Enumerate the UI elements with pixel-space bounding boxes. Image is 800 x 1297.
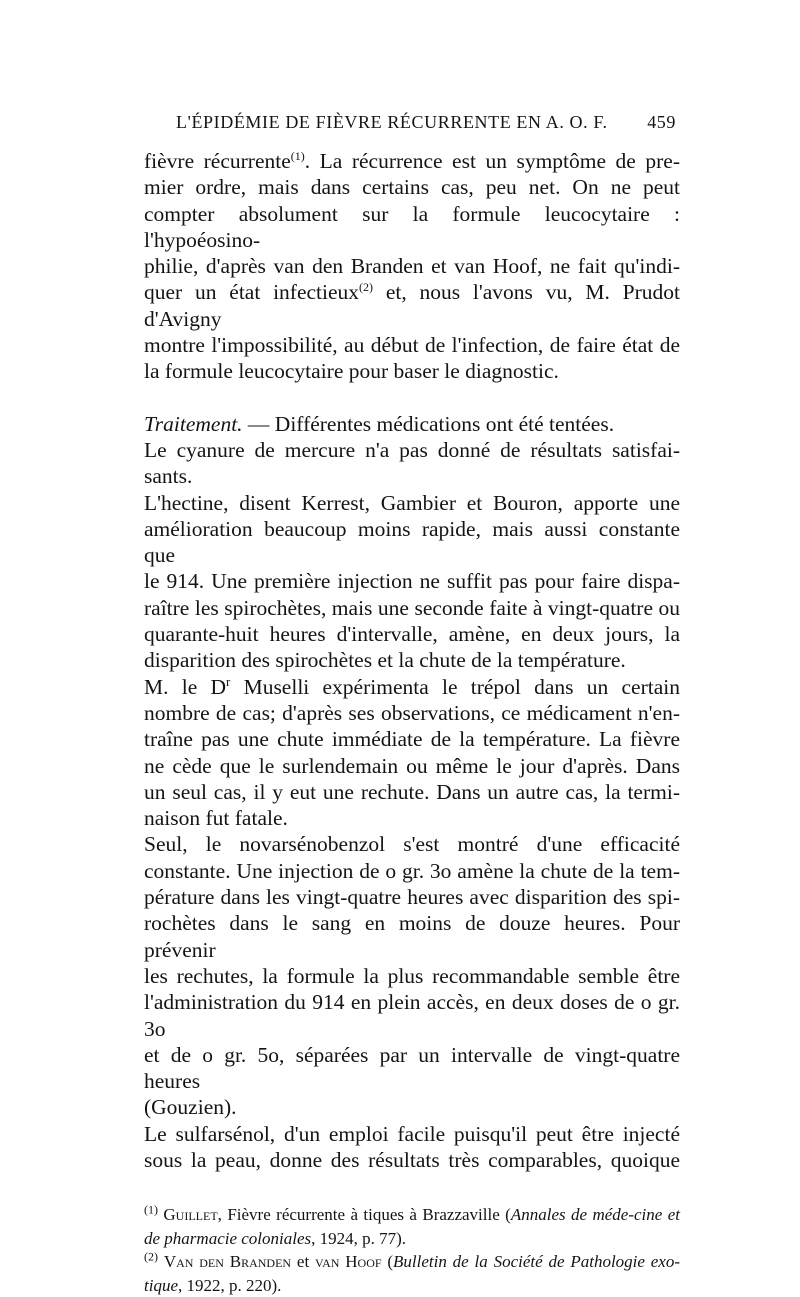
text-line: constante. Une injection de o gr. 3o amène la chute de la tem-: [144, 858, 680, 883]
footnote-1: [144, 1203, 680, 1250]
footnote-text: , 1924, p. 77).: [311, 1228, 407, 1248]
text-line: [144, 411, 680, 437]
text-line: montre l'impossibilité, au début de l'infection, de faire état de: [144, 333, 680, 358]
text-run: . La récurrence est un symptôme de pre-: [304, 149, 680, 173]
footnote-journal: Bulletin de la Société de Pathologie exo-tique: [144, 1252, 681, 1295]
running-head-title: L'ÉPIDÉMIE DE FIÈVRE RÉCURRENTE EN A. O. F.: [176, 112, 608, 132]
text-line: (Gouzien).: [144, 1095, 237, 1120]
section-gap: [144, 385, 680, 411]
paragraph-novarsenobenzol: [144, 831, 680, 1120]
text-line: sous la peau, donne des résultats très comparables, quoique: [144, 1147, 680, 1172]
text-line: ne cède que le surlendemain ou même le jour d'après. Dans: [144, 753, 680, 778]
paragraph-treatment-heading: [144, 411, 680, 437]
footnote-author: Van den Branden: [163, 1252, 292, 1272]
text-run: quer un état infectieux: [144, 280, 360, 305]
footnote-2: [144, 1250, 680, 1297]
text-line: l'administration du 914 en plein accès, en deux doses de o gr. 3o: [144, 990, 680, 1041]
text-line: [144, 674, 680, 700]
footnote-author: van Hoof: [314, 1252, 382, 1272]
paragraph-trepol: [144, 674, 680, 832]
text-line: les rechutes, la formule la plus recommandable semble être: [144, 963, 680, 988]
text-line: compter absolument sur la formule leucocytaire : l'hypoéosino-: [144, 201, 680, 252]
footnote-journal: Annales de méde-cine et de pharmacie coloniales: [144, 1205, 680, 1248]
footnote-marker: (1): [144, 1202, 158, 1217]
footnotes: [144, 1203, 680, 1297]
text-run: Muselli expérimenta le trépol dans un certain: [230, 674, 680, 699]
text-line: Seul, le novarsénobenzol s'est montré d'une efficacité: [144, 832, 680, 857]
footnote-author: Guillet: [163, 1205, 218, 1225]
text-line: [144, 279, 680, 332]
text-line: philie, d'après van den Branden et van Hoof, ne fait qu'indi-: [144, 254, 680, 279]
section-label: Traitement.: [144, 411, 243, 436]
footnote-marker: (2): [144, 1249, 158, 1264]
footnote-ref-1: (1): [290, 148, 305, 163]
running-head: [144, 112, 680, 142]
text-line: un seul cas, il y eut une rechute. Dans un autre cas, la termi-: [144, 779, 680, 804]
footnote-text: , Fièvre récurrente à tiques à Brazzaville (: [217, 1205, 511, 1225]
text-line: naison fut fatale.: [144, 806, 288, 831]
paragraph-hectine: [144, 490, 680, 674]
text-run: et, nous l'avons vu, M. Prudot d'Avigny: [144, 280, 680, 331]
footnote-text: et: [291, 1252, 315, 1272]
text-line: sants.: [144, 464, 193, 489]
text-line: [144, 148, 680, 174]
superscript: r: [226, 673, 231, 689]
text-line: Le cyanure de mercure n'a pas donné de résultats satisfai-: [144, 437, 680, 462]
text-line: le 914. Une première injection ne suffit pas pour faire dispa-: [144, 569, 680, 594]
text-line: nombre de cas; d'après ses observations, ce médicament n'en-: [144, 700, 680, 725]
paragraph-cyanure: [144, 437, 680, 490]
text-line: rochètes dans le sang en moins de douze heures. Pour prévenir: [144, 911, 680, 962]
text-run: fièvre récurrente: [144, 149, 291, 173]
text-line: quarante-huit heures d'intervalle, amène, en deux jours, la: [144, 622, 680, 647]
text-line: pérature dans les vingt-quatre heures avec disparition des spi-: [144, 885, 680, 910]
paragraph-sulfarsenol: [144, 1121, 680, 1174]
text-line: et de o gr. 5o, séparées par un intervalle de vingt-quatre heures: [144, 1042, 680, 1094]
footnote-text: , 1922, p. 220).: [178, 1275, 282, 1295]
text-run: — Différentes médications ont été tentées.: [242, 411, 615, 436]
page-number: 459: [647, 112, 676, 132]
page: [144, 112, 680, 1297]
footnote-text: (: [381, 1252, 394, 1272]
text-line: amélioration beaucoup moins rapide, mais aussi constante que: [144, 516, 680, 568]
text-line: Le sulfarsénol, d'un emploi facile puisqu'il peut être injecté: [144, 1121, 680, 1146]
text-line: disparition des spirochètes et la chute de la température.: [144, 648, 626, 673]
text-run: M. le D: [144, 674, 226, 699]
text-line: la formule leucocytaire pour baser le diagnostic.: [144, 359, 559, 384]
text-line: raître les spirochètes, mais une seconde faite à vingt-quatre ou: [144, 595, 680, 620]
footnote-ref-2: (2): [359, 280, 374, 295]
body-text: [144, 148, 680, 1173]
text-line: L'hectine, disent Kerrest, Gambier et Bouron, apporte une: [144, 490, 680, 515]
paragraph-diagnosis: [144, 148, 680, 385]
text-line: traîne pas une chute immédiate de la température. La fièvre: [144, 727, 680, 752]
text-line: mier ordre, mais dans certains cas, peu net. On ne peut: [144, 175, 680, 200]
